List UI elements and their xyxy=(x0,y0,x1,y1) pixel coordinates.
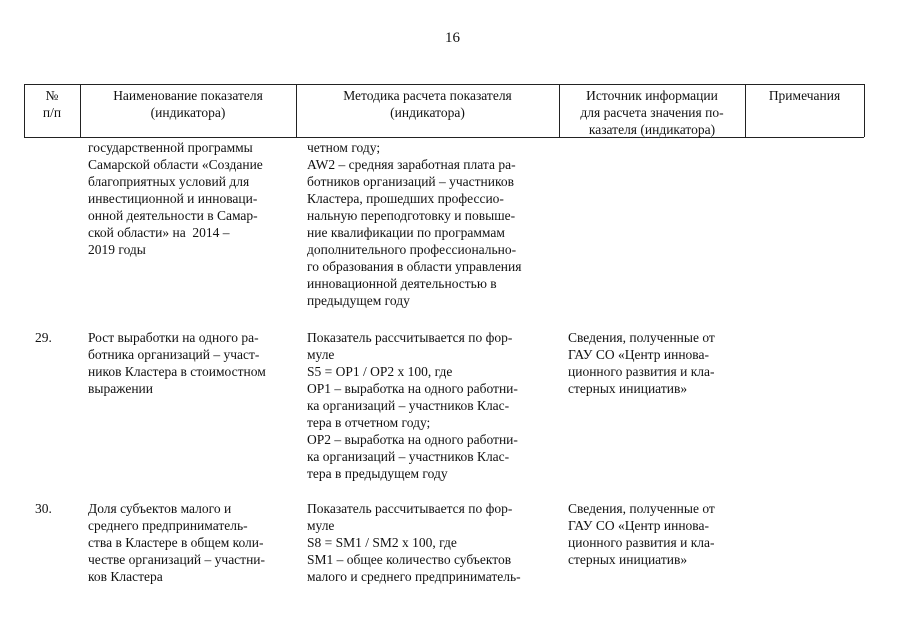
table-top-border xyxy=(24,84,864,85)
header-calculation-method: Методика расчета показателя (индикатора) xyxy=(343,88,512,120)
row-information-source: Сведения, полученные от ГАУ СО «Центр иннова- ционного развития и кла- стерных инициатив» xyxy=(568,330,715,396)
header-information-source: Источник информации для расчета значения по- казателя (индикатора) xyxy=(580,88,724,137)
header-notes: Примечания xyxy=(768,88,841,103)
row-calculation-method: четном году; AW2 – средняя заработная плата ра- ботников организаций – участников Кластера, прошедших профессио- нальную переподготовку и повыше- ние квалификации по программам дополнительного профессионально- го образования в области управления инновационной деятельностью в предыдущем году xyxy=(307,140,522,308)
row-number: 29. xyxy=(35,330,52,345)
header-number: № п/п xyxy=(42,88,62,120)
header-indicator-name: Наименование показателя (индикатора) xyxy=(113,88,263,120)
row-indicator-name: государственной программы Самарской области «Создание благоприятных условий для инвестиционной и инноваци- онной деятельности в Самар- ской области» на 2014 – 2019 годы xyxy=(88,140,263,257)
row-calculation-method: Показатель рассчитывается по фор- муле S5 = OP1 / OP2 x 100, где OP1 – выработка на одного работни- ка организаций – участников Клас- тера в отчетном году; OP2 – выработка на одного работни- ка организаций – участников Клас- тера в предыдущем году xyxy=(307,330,518,481)
row-information-source: Сведения, полученные от ГАУ СО «Центр иннова- ционного развития и кла- стерных инициатив» xyxy=(568,501,715,567)
row-indicator-name: Доля субъектов малого и среднего предприниматель- ства в Кластере в общем коли- честве организаций – участни- ков Кластера xyxy=(88,501,266,584)
page-number: 16 xyxy=(445,30,460,46)
row-calculation-method: Показатель рассчитывается по фор- муле S8 = SM1 / SM2 x 100, где SM1 – общее количество субъектов малого и среднего предприниматель- xyxy=(307,501,521,584)
column-divider xyxy=(864,84,865,137)
row-indicator-name: Рост выработки на одного ра- ботника организаций – участ- ников Кластера в стоимостном выражении xyxy=(88,330,266,396)
row-number: 30. xyxy=(35,501,52,516)
